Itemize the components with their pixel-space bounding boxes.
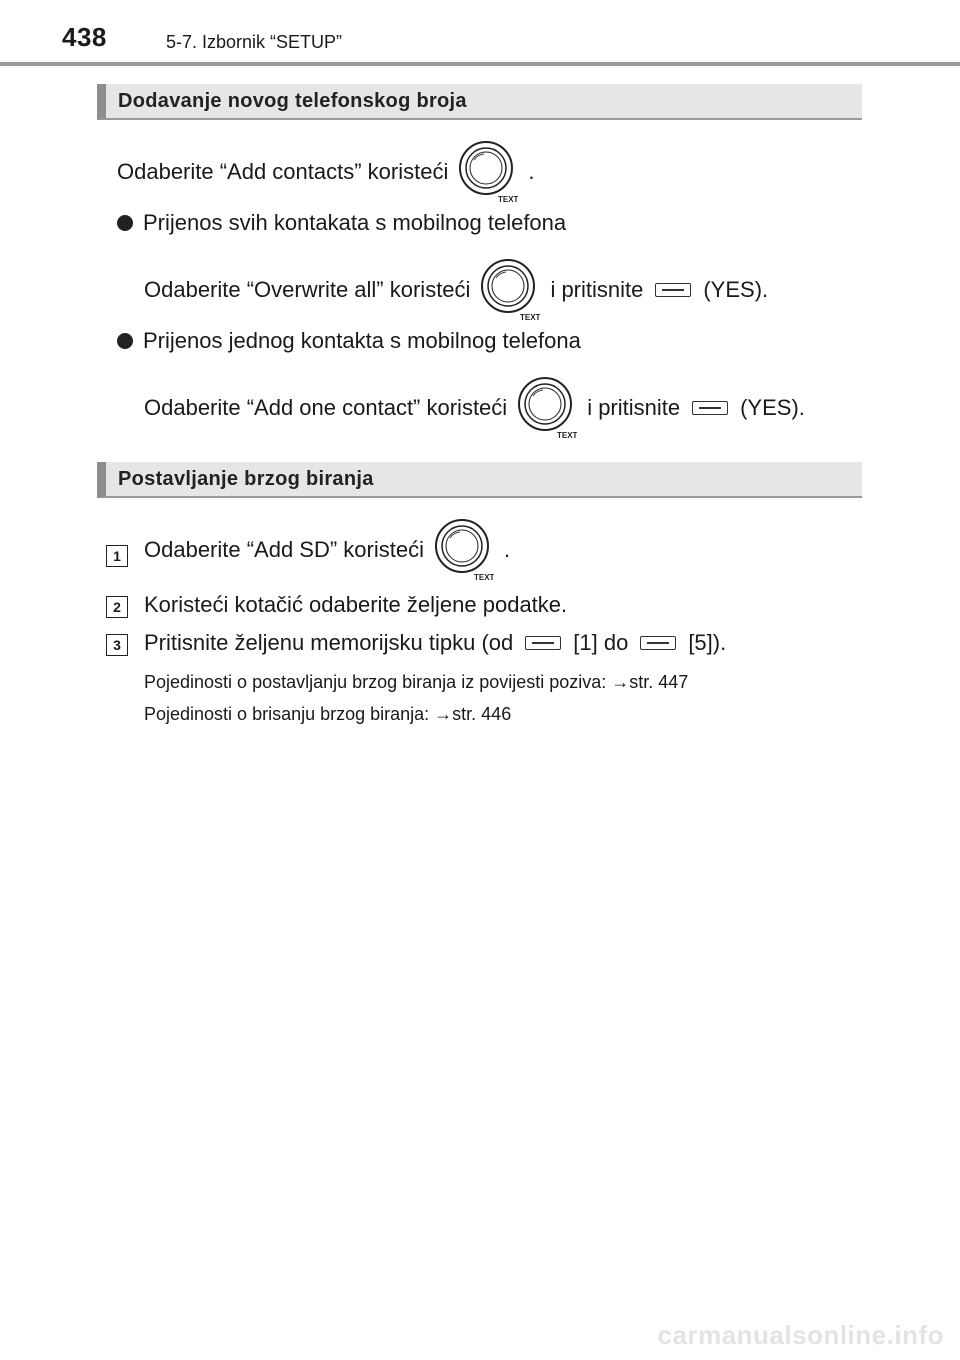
tune-dial-icon: [458, 140, 518, 204]
section-heading-speed-dial: [97, 462, 862, 498]
step-text-end: (YES).: [703, 277, 769, 302]
preset-button-icon: [640, 636, 676, 650]
step-number-3: 3: [106, 634, 128, 656]
note-delete: Pojedinosti o brisanju brzog biranja: →str. 446: [144, 704, 512, 724]
bullet-text: Prijenos svih kontakata s mobilnog telefona: [143, 210, 567, 235]
section-title: Dodavanje novog telefonskog broja: [118, 90, 467, 112]
step-text-mid: i pritisnite: [550, 277, 644, 302]
step-text: Odaberite “Add SD” koristeći: [144, 537, 424, 562]
step-text: Odaberite “Overwrite all” koristeći: [144, 277, 471, 302]
preset-button-icon: [525, 636, 561, 650]
svg-text:TEXT: TEXT: [557, 431, 578, 440]
step-3: [144, 630, 726, 656]
step-text-mid: i pritisnite: [587, 395, 681, 420]
svg-text:TEXT: TEXT: [520, 313, 541, 322]
svg-text:TEXT: TEXT: [474, 573, 494, 582]
step-add-one-contact: [144, 376, 805, 440]
step-2: [144, 592, 567, 618]
step-text-end: [5]).: [688, 630, 727, 655]
page-number: 438: [62, 22, 107, 52]
bullet-text: Prijenos jednog kontakta s mobilnog telefona: [143, 328, 581, 353]
header-rule: [0, 62, 960, 66]
step-text-end: .: [504, 537, 511, 562]
bullet-icon: [117, 333, 133, 349]
section-title: Postavljanje brzog biranja: [118, 468, 374, 490]
step-text-end: (YES).: [740, 395, 805, 420]
step-text: Koristeći kotačić odaberite željene podatke.: [144, 592, 568, 617]
step-number-1: 1: [106, 545, 128, 567]
step-1: [144, 518, 510, 582]
bullet-one-contact: [117, 328, 581, 354]
preset-button-icon: [655, 283, 691, 297]
section-heading-add-number: [97, 84, 862, 120]
step-number-2: 2: [106, 596, 128, 618]
step-text: Pritisnite željenu memorijsku tipku (od: [144, 630, 514, 655]
svg-text:TEXT: TEXT: [498, 195, 519, 204]
preset-button-icon: [692, 401, 728, 415]
step-text-mid: [1] do: [573, 630, 629, 655]
step-text: Odaberite “Add one contact” koristeći: [144, 395, 508, 420]
step-overwrite-all: [144, 258, 768, 322]
bullet-all-contacts: [117, 210, 566, 236]
intro-line: [117, 140, 535, 204]
watermark: carmanualsonline.info: [657, 1320, 944, 1350]
intro-text: Odaberite “Add contacts” koristeći: [117, 159, 449, 184]
bullet-icon: [117, 215, 133, 231]
tune-dial-icon: [434, 518, 494, 582]
tune-dial-icon: [517, 376, 577, 440]
tune-dial-icon: [480, 258, 540, 322]
chapter-title: 5-7. Izbornik “SETUP”: [166, 32, 343, 52]
note-history: Pojedinosti o postavljanju brzog biranja iz povijesti poziva: →str. 447: [144, 672, 689, 692]
intro-end: .: [528, 159, 535, 184]
